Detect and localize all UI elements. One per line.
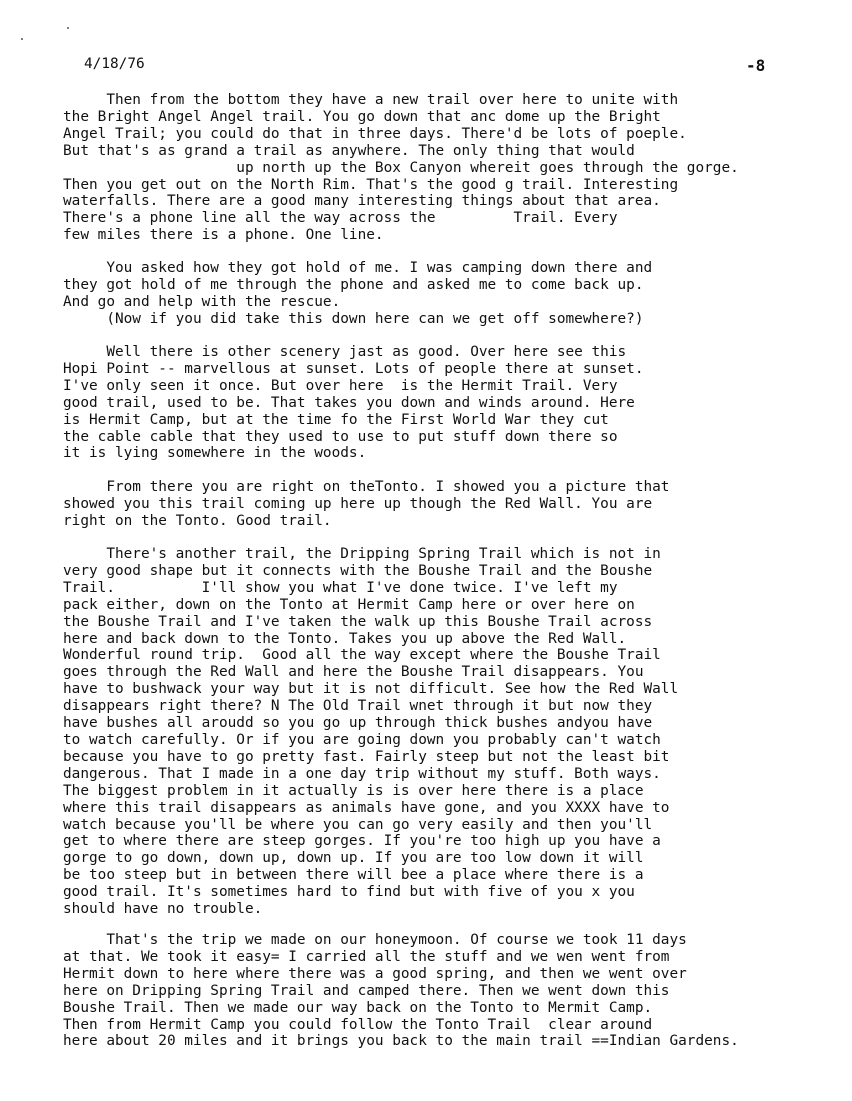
- paper-speck: [21, 38, 23, 40]
- paragraph-rescue-call: You asked how they got hold of me. I was camping down there and they got hold of me through the phone and asked me to come back up. And go and help with the rescue. (Now if you did take this down here can we get off somewhere?): [63, 260, 653, 327]
- page-number: -8: [746, 56, 766, 75]
- paragraph-honeymoon-trip: That's the trip we made on our honeymoon. Of course we took 11 days at that. We took it easy= I carried all the stuff and we wen went from Hermit down to here where there was a good spring, and then we went over here on Dripping Spring Trail and camped there. Then we went down this Boushe Trail. Then we made our way back on the Tonto to Mermit Camp. Then from Hermit Camp you could follow the Tonto Trail clear around here about 20 miles and it brings you back to the main trail ==Indian Gardens.: [63, 932, 739, 1050]
- paper-speck: [67, 27, 69, 29]
- paragraph-boushe-trail: There's another trail, the Dripping Spring Trail which is not in very good shape but it connects with the Boushe Trail and the Boushe Trail. I'll show you what I've done twice. I've left my pack either, down on the Tonto at Hermit Camp here or over here on the Boushe Trail and I've taken the walk up this Boushe Trail across here and back down to the Tonto. Takes you up above the Red Wall. Wonderful round trip. Good all the way except where the Boushe Trail goes through the Red Wall and here the Boushe Trail disappears. You have to bushwack your way but it is not difficult. See how the Red Wall disappears right there? N The Old Trail wnet through it but now they have bushes all aroudd so you go up through thick bushes andyou have to watch carefully. Or if you are going down you probably can't watch because you have to go pretty fast. Fairly steep but not the least bit dangerous. That I made in a one day trip without my stuff. Both ways. The biggest problem in it actually is is over here there is a place where this trail disappears as animals have gone, and you XXXX have to watch because you'll be where you can go very easily and then you'll get to where there are steep gorges. If you're too high up you have a gorge to go down, down up, down up. If you are too low down it will be too steep but in between there will bee a place where there is a good trail. It's sometimes hard to find but with five of you x you should have no trouble.: [63, 546, 679, 918]
- paragraph-bright-angel-trail: Then from the bottom they have a new trail over here to unite with the Bright Angel Angel trail. You go down that anc dome up the Bright Angel Trail; you could do that in three days. There'd be lots of poeple. But that's as grand a trail as anywhere. The only thing that would up north up the Box Canyon whereit goes through the gorge. Then you get out on the North Rim. That's the good g trail. Interesting waterfalls. There are a good many interesting things about that area. There's a phone line all the way across the Trail. Every few miles there is a phone. One line.: [63, 92, 739, 244]
- paragraph-tonto-trail: From there you are right on theTonto. I showed you a picture that showed you this trail coming up here up though the Red Wall. You are right on the Tonto. Good trail.: [63, 479, 670, 529]
- page-date: 4/18/76: [84, 56, 145, 72]
- paragraph-hermit-trail: Well there is other scenery jast as good. Over here see this Hopi Point -- marvellous at sunset. Lots of people there at sunset. I've only seen it once. But over here is the Hermit Trail. Very good trail, used to be. That takes you down and winds around. Here is Hermit Camp, but at the time fo the First World War they cut the cable cable that they used to use to put stuff down there so it is lying somewhere in the woods.: [63, 344, 644, 462]
